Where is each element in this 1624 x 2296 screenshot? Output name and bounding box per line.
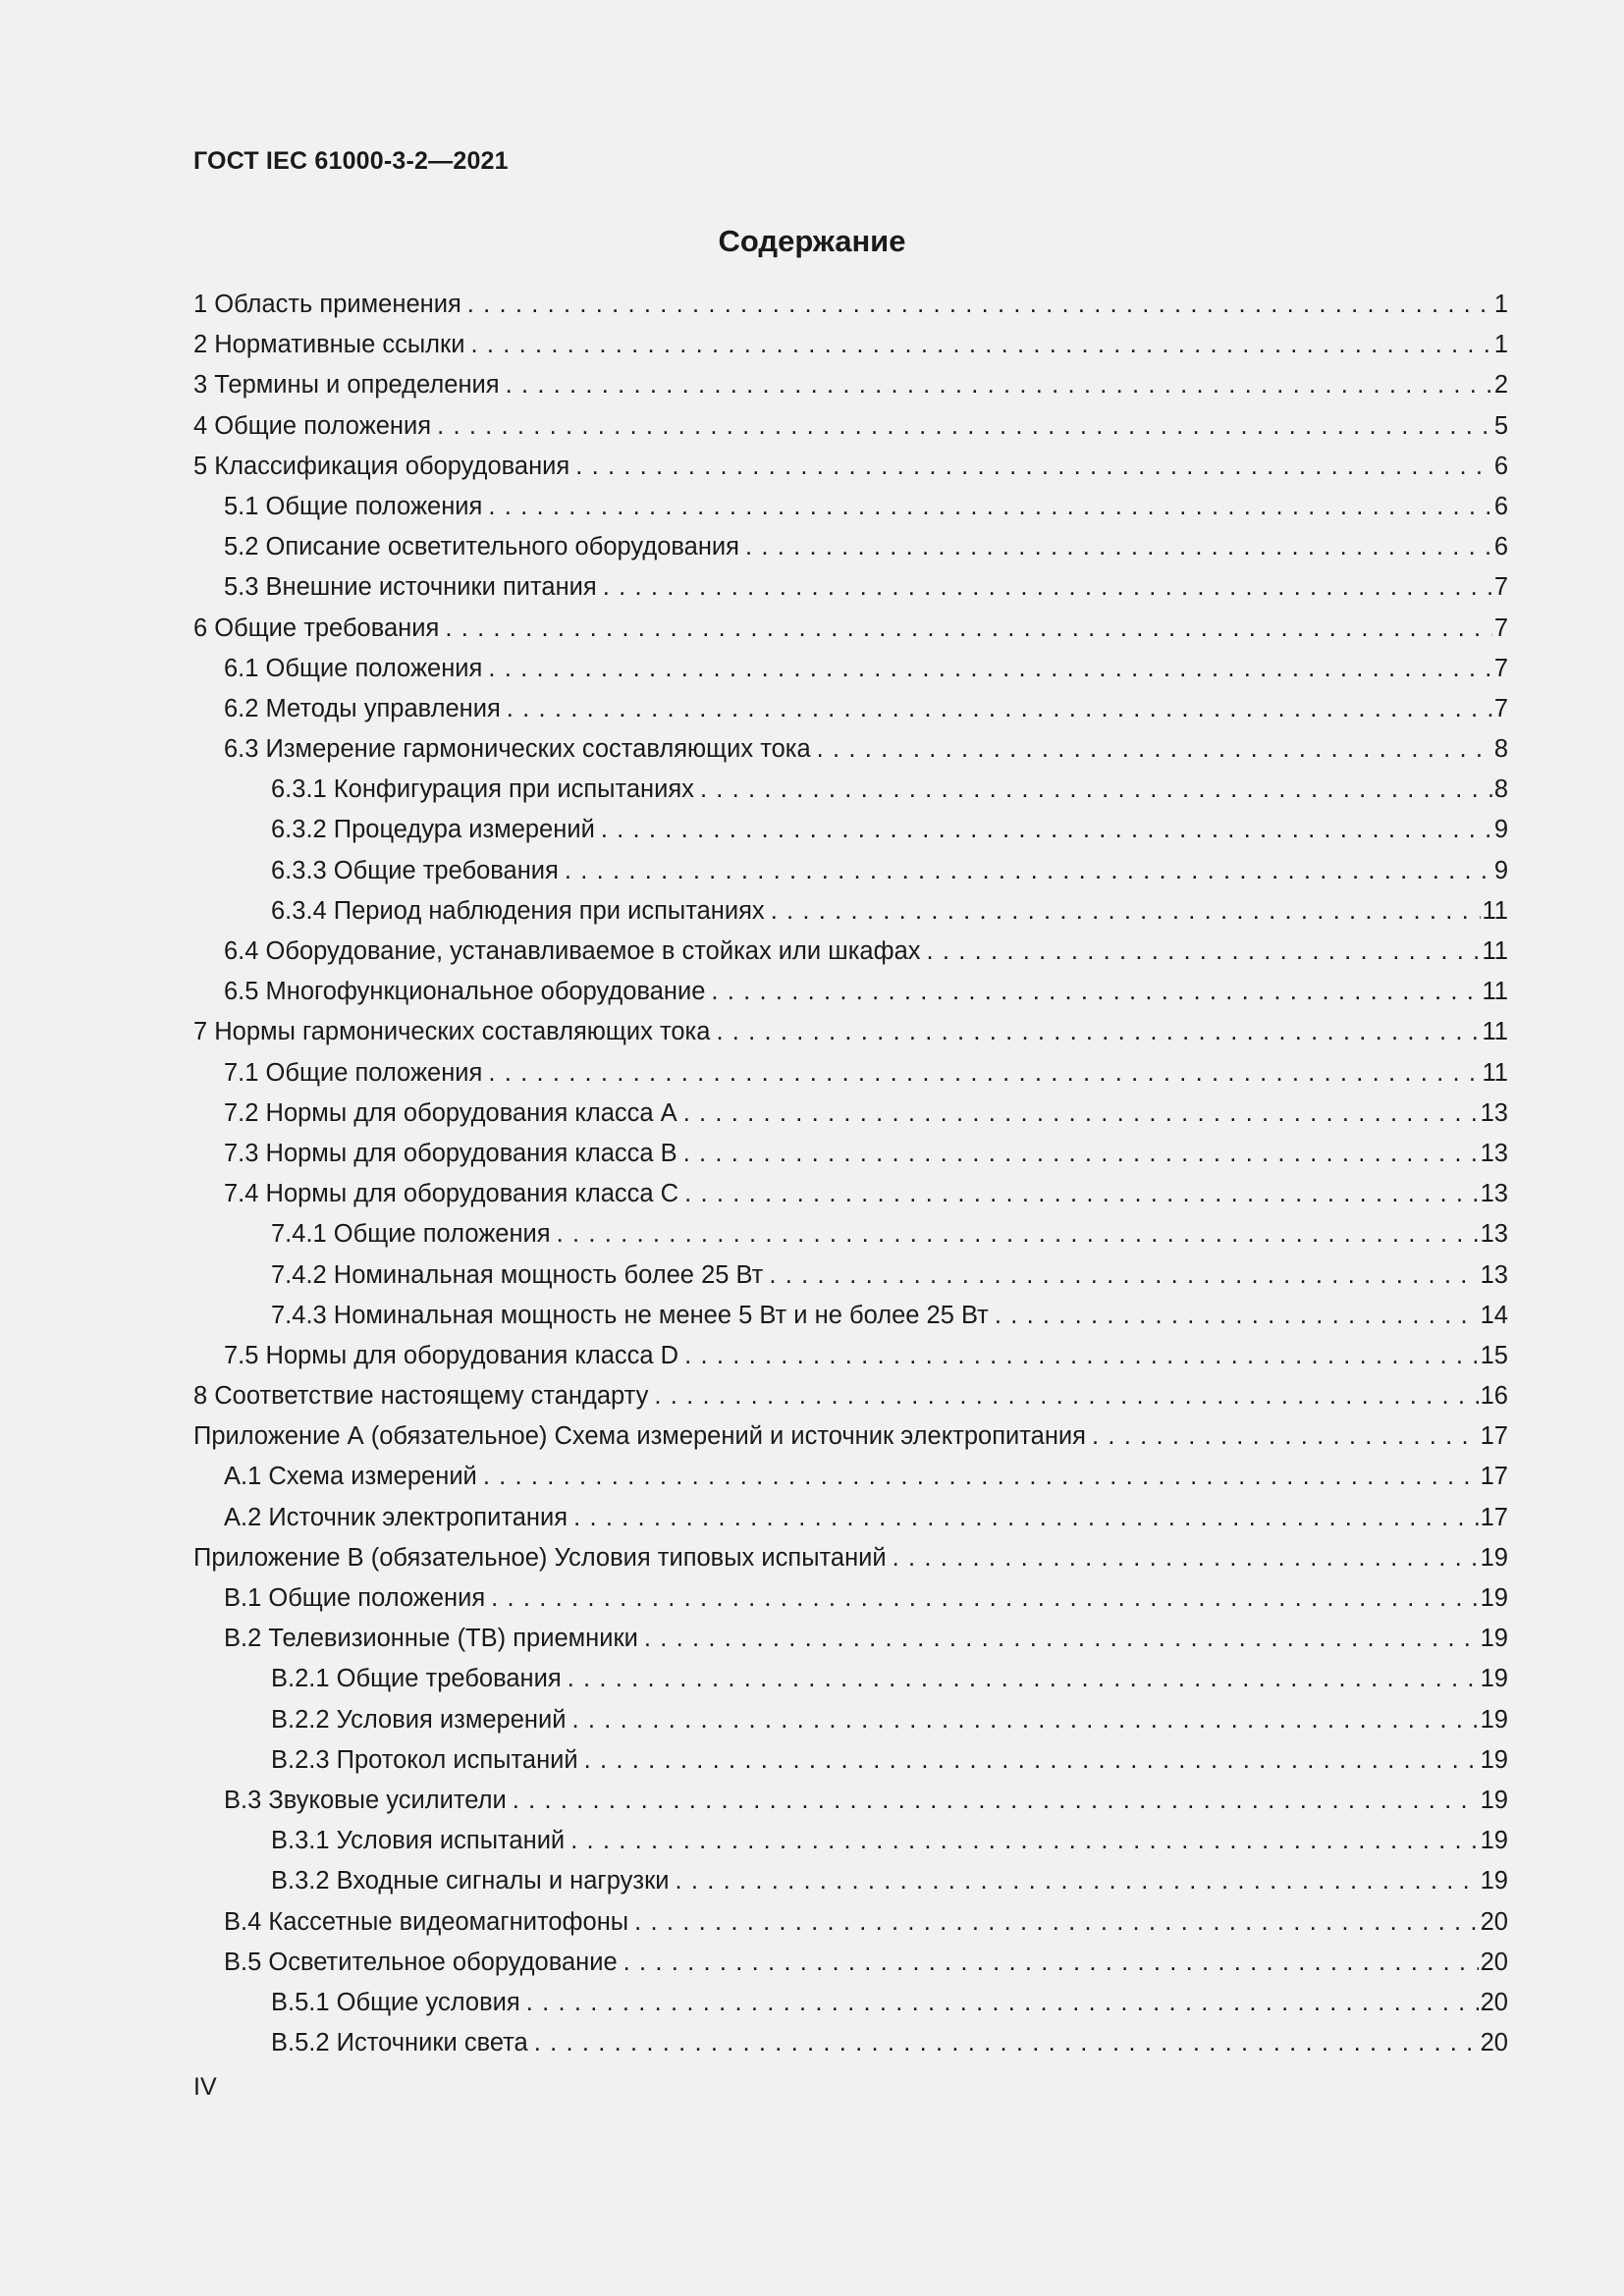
toc-leader-dots bbox=[467, 285, 1492, 325]
toc-entry-label: 4 Общие положения bbox=[193, 411, 432, 440]
toc-entry[interactable] bbox=[193, 1781, 1508, 1821]
toc-entry-page: 19 bbox=[1480, 1625, 1508, 1653]
toc-entry[interactable] bbox=[193, 729, 1508, 770]
toc-entry-label: А.2 Источник электропитания bbox=[224, 1503, 568, 1531]
toc-entry[interactable] bbox=[193, 325, 1508, 365]
toc-entry[interactable] bbox=[193, 1053, 1508, 1094]
toc-entry[interactable] bbox=[193, 1943, 1508, 1983]
toc-entry-page: 14 bbox=[1480, 1301, 1508, 1329]
toc-entry[interactable] bbox=[193, 2023, 1508, 2063]
toc-leader-dots bbox=[683, 1094, 1479, 1134]
toc-entry-page: 17 bbox=[1480, 1463, 1508, 1491]
toc-entry[interactable] bbox=[193, 851, 1508, 891]
toc-entry[interactable] bbox=[193, 1336, 1508, 1376]
toc-leader-dots bbox=[557, 1214, 1479, 1255]
toc-entry[interactable] bbox=[193, 1174, 1508, 1214]
toc-leader-dots bbox=[491, 1578, 1478, 1619]
toc-entry[interactable] bbox=[193, 1498, 1508, 1538]
toc-entry-label: В.2 Телевизионные (ТВ) приемники bbox=[224, 1625, 638, 1653]
toc-leader-dots bbox=[769, 1255, 1478, 1296]
toc-entry-label: 5.3 Внешние источники питания bbox=[224, 573, 597, 602]
toc-entry-page: 9 bbox=[1493, 856, 1508, 884]
toc-entry[interactable] bbox=[193, 891, 1508, 932]
toc-leader-dots bbox=[570, 1821, 1478, 1861]
toc-leader-dots bbox=[507, 689, 1492, 729]
toc-entry-page: 19 bbox=[1480, 1584, 1508, 1612]
toc-entry-page: 15 bbox=[1480, 1341, 1508, 1369]
toc-leader-dots bbox=[675, 1861, 1478, 1901]
toc-leader-dots bbox=[488, 649, 1491, 689]
toc-leader-dots bbox=[506, 365, 1492, 405]
toc-leader-dots bbox=[927, 932, 1481, 972]
toc-entry-label: В.2.2 Условия измерений bbox=[271, 1705, 567, 1734]
toc-entry[interactable] bbox=[193, 689, 1508, 729]
toc-entry-label: 6.3.2 Процедура измерений bbox=[271, 816, 595, 844]
toc-entry-page: 1 bbox=[1493, 331, 1508, 359]
toc-entry-label: 6.3.3 Общие требования bbox=[271, 856, 559, 884]
toc-entry-page: 5 bbox=[1493, 411, 1508, 440]
toc-entry-page: 6 bbox=[1493, 452, 1508, 480]
page-number: IV bbox=[193, 2073, 217, 2101]
toc-leader-dots bbox=[745, 527, 1492, 567]
toc-entry-label: 1 Область применения bbox=[193, 291, 461, 318]
toc-entry-page: 7 bbox=[1493, 573, 1508, 602]
toc-entry-page: 13 bbox=[1480, 1098, 1508, 1127]
toc-entry-page: 7 bbox=[1493, 654, 1508, 682]
toc-entry-label: 5 Классификация оборудования bbox=[193, 452, 570, 480]
toc-entry-label: 2 Нормативные ссылки bbox=[193, 331, 465, 359]
toc-leader-dots bbox=[771, 891, 1481, 932]
toc-entry-page: 1 bbox=[1493, 291, 1508, 318]
toc-entry[interactable] bbox=[193, 1296, 1508, 1336]
toc-entry-page: 6 bbox=[1493, 492, 1508, 520]
toc-entry[interactable] bbox=[193, 770, 1508, 810]
toc-entry[interactable] bbox=[193, 1578, 1508, 1619]
toc-leader-dots bbox=[483, 1457, 1479, 1497]
toc-leader-dots bbox=[470, 325, 1491, 365]
toc-entry-page: 8 bbox=[1493, 775, 1508, 804]
toc-entry-page: 13 bbox=[1480, 1180, 1508, 1208]
toc-entry-page: 13 bbox=[1480, 1220, 1508, 1249]
toc-leader-dots bbox=[684, 1336, 1479, 1376]
toc-entry-page: 11 bbox=[1482, 978, 1508, 1006]
toc-entry[interactable] bbox=[193, 1659, 1508, 1699]
toc-entry[interactable] bbox=[193, 1861, 1508, 1901]
toc-entry[interactable] bbox=[193, 447, 1508, 487]
toc-entry-label: В.3.1 Условия испытаний bbox=[271, 1827, 566, 1855]
toc-entry-page: 16 bbox=[1480, 1382, 1508, 1411]
toc-entry[interactable] bbox=[193, 1821, 1508, 1861]
toc-entry-label: 7.1 Общие положения bbox=[224, 1058, 483, 1087]
toc-entry-page: 19 bbox=[1480, 1827, 1508, 1855]
toc-leader-dots bbox=[573, 1498, 1479, 1538]
toc-leader-dots bbox=[565, 851, 1492, 891]
toc-entry-label: 6 Общие требования bbox=[193, 614, 440, 642]
toc-leader-dots bbox=[684, 1174, 1479, 1214]
toc-entry[interactable] bbox=[193, 1214, 1508, 1255]
toc-leader-dots bbox=[623, 1943, 1479, 1983]
toc-entry-label: 7 Нормы гармонических составляющих тока bbox=[193, 1018, 711, 1046]
toc-leader-dots bbox=[513, 1781, 1479, 1821]
toc-entry-label: 7.5 Нормы для оборудования класса D bbox=[224, 1341, 679, 1369]
toc-entry-label: 7.4.3 Номинальная мощность не менее 5 Вт и не более 25 Вт bbox=[271, 1301, 989, 1329]
toc-leader-dots bbox=[568, 1659, 1479, 1699]
toc-entry-page: 2 bbox=[1493, 371, 1508, 400]
toc-entry[interactable] bbox=[193, 1902, 1508, 1943]
toc-entry-page: 7 bbox=[1493, 694, 1508, 722]
toc-entry[interactable] bbox=[193, 1700, 1508, 1740]
toc-leader-dots bbox=[534, 2023, 1479, 2063]
toc-entry[interactable] bbox=[193, 1740, 1508, 1781]
toc-entry-page: 20 bbox=[1480, 1988, 1508, 2016]
toc-entry-page: 19 bbox=[1480, 1543, 1508, 1572]
toc-entry-label: 7.2 Нормы для оборудования класса А bbox=[224, 1098, 677, 1127]
toc-leader-dots bbox=[683, 1134, 1479, 1174]
toc-leader-dots bbox=[445, 609, 1491, 649]
toc-entry[interactable] bbox=[193, 487, 1508, 527]
toc-entry-label: В.3.2 Входные сигналы и нагрузки bbox=[271, 1867, 670, 1896]
toc-entry-label: В.5.2 Источники света bbox=[271, 2029, 528, 2057]
toc-leader-dots bbox=[634, 1902, 1479, 1943]
toc-leader-dots bbox=[995, 1296, 1479, 1336]
toc-entry[interactable] bbox=[193, 1255, 1508, 1296]
toc-entry-label: 3 Термины и определения bbox=[193, 371, 500, 400]
toc-entry-label: Приложение В (обязательное) Условия типовых испытаний bbox=[193, 1543, 887, 1572]
toc-leader-dots bbox=[654, 1376, 1478, 1416]
toc-entry[interactable] bbox=[193, 972, 1508, 1012]
toc-entry-label: 6.3.4 Период наблюдения при испытаниях bbox=[271, 896, 765, 925]
toc-entry-page: 19 bbox=[1480, 1705, 1508, 1734]
toc-entry-label: 7.4.1 Общие положения bbox=[271, 1220, 551, 1249]
toc-entry[interactable] bbox=[193, 1134, 1508, 1174]
toc-entry-page: 11 bbox=[1482, 937, 1508, 965]
document-header: ГОСТ IEC 61000-3-2—2021 bbox=[193, 147, 509, 175]
toc-entry-label: 7.4 Нормы для оборудования класса С bbox=[224, 1180, 679, 1208]
toc-entry-page: 13 bbox=[1480, 1260, 1508, 1289]
toc-leader-dots bbox=[601, 810, 1492, 850]
toc-entry-page: 19 bbox=[1480, 1867, 1508, 1896]
toc-leader-dots bbox=[488, 1053, 1480, 1094]
toc-entry-label: В.3 Звуковые усилители bbox=[224, 1786, 507, 1814]
toc-entry-page: 19 bbox=[1480, 1786, 1508, 1814]
table-of-contents bbox=[193, 285, 1508, 2063]
toc-leader-dots bbox=[893, 1538, 1479, 1578]
toc-entry-label: 6.4 Оборудование, устанавливаемое в стойках или шкафах bbox=[224, 937, 921, 965]
toc-leader-dots bbox=[526, 1983, 1479, 2023]
toc-entry-page: 9 bbox=[1493, 816, 1508, 844]
toc-leader-dots bbox=[571, 1700, 1478, 1740]
toc-entry[interactable] bbox=[193, 406, 1508, 447]
toc-title: Содержание bbox=[718, 224, 906, 258]
toc-entry-label: Приложение А (обязательное) Схема измерений и источник электропитания bbox=[193, 1422, 1086, 1451]
toc-entry-page: 19 bbox=[1480, 1745, 1508, 1774]
toc-entry-page: 6 bbox=[1493, 533, 1508, 561]
toc-entry[interactable] bbox=[193, 1538, 1508, 1578]
toc-entry[interactable] bbox=[193, 1619, 1508, 1659]
toc-entry-page: 7 bbox=[1493, 614, 1508, 642]
toc-entry-page: 11 bbox=[1482, 1018, 1508, 1046]
toc-leader-dots bbox=[575, 447, 1492, 487]
toc-entry-page: 20 bbox=[1480, 2029, 1508, 2057]
toc-entry-label: 6.2 Методы управления bbox=[224, 694, 501, 722]
toc-entry[interactable] bbox=[193, 1983, 1508, 2023]
toc-entry-label: В.5.1 Общие условия bbox=[271, 1988, 520, 2016]
toc-entry-page: 19 bbox=[1480, 1665, 1508, 1693]
toc-entry[interactable] bbox=[193, 567, 1508, 608]
toc-entry-page: 11 bbox=[1482, 1058, 1508, 1087]
toc-entry-label: В.2.1 Общие требования bbox=[271, 1665, 562, 1693]
toc-leader-dots bbox=[1092, 1416, 1479, 1457]
toc-entry-label: 6.3 Измерение гармонических составляющих тока bbox=[224, 735, 811, 764]
toc-entry-page: 8 bbox=[1493, 735, 1508, 764]
toc-leader-dots bbox=[711, 972, 1480, 1012]
toc-entry-page: 17 bbox=[1480, 1503, 1508, 1531]
toc-entry-page: 20 bbox=[1480, 1948, 1508, 1976]
toc-entry-label: 7.4.2 Номинальная мощность более 25 Вт bbox=[271, 1260, 764, 1289]
toc-entry[interactable] bbox=[193, 609, 1508, 649]
toc-entry[interactable] bbox=[193, 1376, 1508, 1416]
toc-entry-page: 17 bbox=[1480, 1422, 1508, 1451]
toc-entry[interactable] bbox=[193, 527, 1508, 567]
toc-leader-dots bbox=[817, 729, 1492, 770]
toc-entry-label: В.2.3 Протокол испытаний bbox=[271, 1745, 578, 1774]
toc-entry-page: 13 bbox=[1480, 1139, 1508, 1167]
toc-leader-dots bbox=[488, 487, 1491, 527]
toc-entry-label: В.1 Общие положения bbox=[224, 1584, 486, 1612]
toc-leader-dots bbox=[644, 1619, 1479, 1659]
toc-entry-label: 6.3.1 Конфигурация при испытаниях bbox=[271, 775, 694, 804]
toc-entry-page: 20 bbox=[1480, 1907, 1508, 1936]
toc-entry-label: 7.3 Нормы для оборудования класса В bbox=[224, 1139, 677, 1167]
toc-entry-label: В.4 Кассетные видеомагнитофоны bbox=[224, 1907, 629, 1936]
toc-entry[interactable] bbox=[193, 932, 1508, 972]
toc-entry[interactable] bbox=[193, 365, 1508, 405]
toc-entry[interactable] bbox=[193, 810, 1508, 850]
toc-entry-label: 5.1 Общие положения bbox=[224, 492, 483, 520]
toc-entry[interactable] bbox=[193, 649, 1508, 689]
toc-leader-dots bbox=[584, 1740, 1479, 1781]
toc-entry-label: В.5 Осветительное оборудование bbox=[224, 1948, 618, 1976]
toc-leader-dots bbox=[716, 1012, 1480, 1052]
toc-entry[interactable] bbox=[193, 1457, 1508, 1497]
toc-entry[interactable] bbox=[193, 1416, 1508, 1457]
toc-leader-dots bbox=[700, 770, 1492, 810]
toc-entry-label: А.1 Схема измерений bbox=[224, 1463, 477, 1491]
toc-entry[interactable] bbox=[193, 1012, 1508, 1052]
toc-entry-label: 6.5 Многофункциональное оборудование bbox=[224, 978, 706, 1006]
toc-entry-label: 5.2 Описание осветительного оборудования bbox=[224, 533, 739, 561]
toc-entry-page: 11 bbox=[1482, 896, 1508, 925]
toc-entry-label: 8 Соответствие настоящему стандарту bbox=[193, 1382, 649, 1411]
toc-entry[interactable] bbox=[193, 285, 1508, 325]
toc-leader-dots bbox=[437, 406, 1492, 447]
toc-entry[interactable] bbox=[193, 1094, 1508, 1134]
toc-entry-label: 6.1 Общие положения bbox=[224, 654, 483, 682]
toc-leader-dots bbox=[603, 567, 1492, 608]
